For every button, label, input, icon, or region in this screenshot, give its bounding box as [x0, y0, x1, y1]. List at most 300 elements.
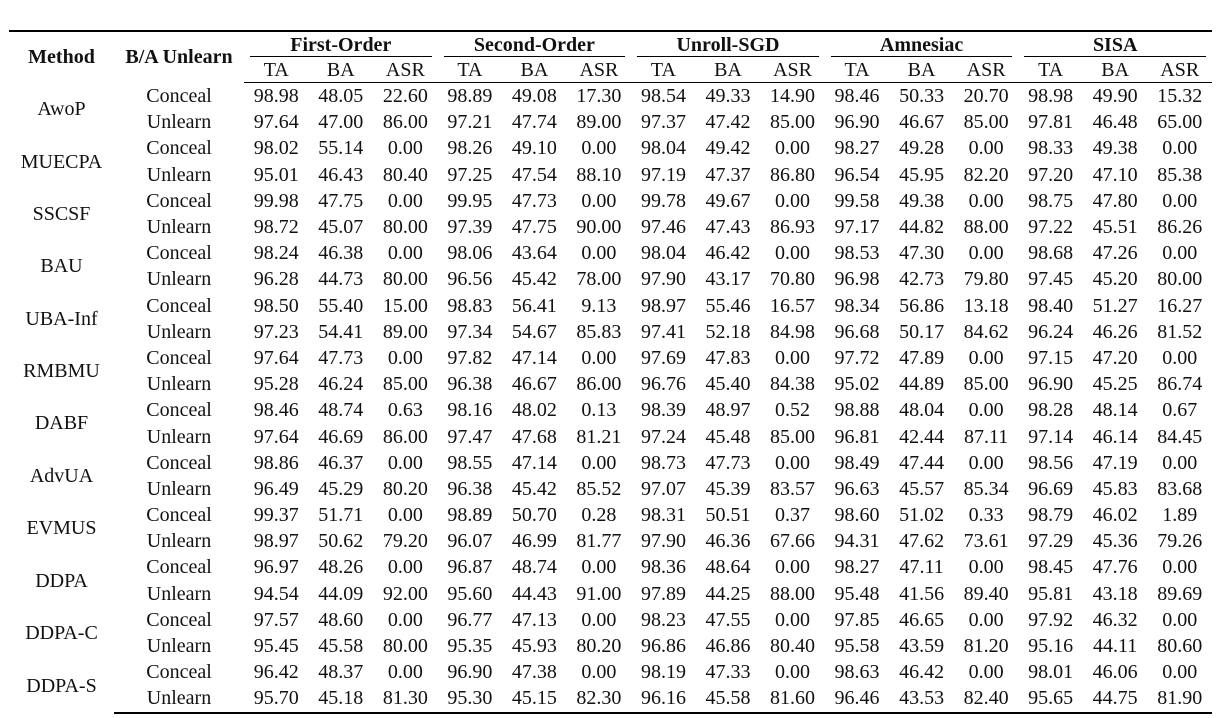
value-cell: 43.53: [889, 685, 954, 712]
value-cell: 48.02: [511, 399, 557, 422]
ba-unlearn-cell: Unlearn: [114, 685, 244, 712]
value-cell: 65.00: [1157, 111, 1203, 134]
metric-header-ta: TA: [825, 57, 890, 83]
value-cell: 98.79: [1028, 504, 1074, 527]
value-cell: 85.00: [382, 373, 428, 396]
ba-unlearn-cell: Unlearn: [146, 111, 212, 134]
value-cell: 46.14: [1092, 425, 1138, 448]
value-cell: 47.74: [511, 111, 557, 134]
value-cell: 44.73: [318, 268, 364, 291]
value-cell: 55.40: [318, 294, 364, 317]
value-cell: 79.26: [1157, 530, 1203, 553]
value-cell: 47.62: [899, 530, 945, 553]
value-cell: 95.65: [1018, 685, 1083, 712]
value-cell: 97.82: [447, 346, 493, 369]
value-cell: 99.95: [447, 189, 493, 212]
value-cell: 48.74: [318, 399, 364, 422]
value-cell: 47.37: [705, 163, 751, 186]
value-cell: 80.40: [382, 163, 428, 186]
ba-unlearn-cell: Conceal: [146, 346, 212, 369]
value-cell: 97.72: [834, 346, 880, 369]
value-cell: 96.38: [447, 373, 493, 396]
ba-unlearn-cell: Unlearn: [146, 163, 212, 186]
ba-unlearn-cell: Conceal: [146, 556, 212, 579]
value-cell: 80.60: [1157, 635, 1203, 658]
value-cell: 0.00: [968, 556, 1004, 579]
ba-unlearn-cell: Conceal: [146, 661, 212, 684]
value-cell: 48.97: [705, 399, 751, 422]
value-cell: 95.48: [834, 582, 880, 605]
value-cell: 86.00: [382, 425, 428, 448]
value-cell: 89.00: [576, 111, 622, 134]
value-cell: 0.00: [775, 137, 811, 160]
value-cell: 47.20: [1092, 346, 1138, 369]
value-cell: 96.76: [640, 373, 686, 396]
metric-header-ta: TA: [244, 57, 309, 83]
value-cell: 44.82: [899, 216, 945, 239]
ba-unlearn-cell: Unlearn: [146, 635, 212, 658]
metric-header-ta: TA: [631, 57, 696, 83]
value-cell: 49.38: [899, 189, 945, 212]
value-cell: 95.30: [438, 685, 503, 712]
value-cell: 83.68: [1157, 477, 1203, 500]
value-cell: 99.78: [640, 189, 686, 212]
value-cell: 0.00: [775, 346, 811, 369]
table-body: [9, 83, 1212, 713]
results-table: [9, 30, 1212, 714]
value-cell: 95.16: [1028, 635, 1074, 658]
value-cell: 0.00: [968, 242, 1004, 265]
value-cell: 14.90: [770, 85, 816, 108]
value-cell: 80.20: [576, 635, 622, 658]
value-cell: 0.00: [775, 608, 811, 631]
value-cell: 0.00: [387, 137, 423, 160]
value-cell: 47.73: [705, 451, 751, 474]
value-cell: 90.00: [576, 216, 622, 239]
value-cell: 98.39: [640, 399, 686, 422]
value-cell: 96.81: [834, 425, 880, 448]
value-cell: 1.89: [1162, 504, 1198, 527]
value-cell: 44.89: [899, 373, 945, 396]
value-cell: 78.00: [576, 268, 622, 291]
value-cell: 80.00: [382, 268, 428, 291]
value-cell: 45.58: [696, 685, 761, 712]
value-cell: 45.93: [511, 635, 557, 658]
value-cell: 46.06: [1092, 661, 1138, 684]
value-cell: 82.20: [963, 163, 1009, 186]
value-cell: 97.22: [1028, 216, 1074, 239]
value-cell: 89.69: [1157, 582, 1203, 605]
value-cell: 81.90: [1147, 685, 1212, 712]
metric-header-asr: ASR: [1147, 57, 1212, 83]
value-cell: 98.98: [1028, 85, 1074, 108]
value-cell: 92.00: [382, 582, 428, 605]
value-cell: 47.10: [1092, 163, 1138, 186]
value-cell: 96.90: [447, 661, 493, 684]
value-cell: 96.86: [640, 635, 686, 658]
value-cell: 46.24: [318, 373, 364, 396]
table-row: [9, 240, 1212, 266]
value-cell: 96.54: [834, 163, 880, 186]
table-row: [9, 188, 1212, 214]
value-cell: 98.27: [834, 556, 880, 579]
value-cell: 0.00: [387, 346, 423, 369]
value-cell: 55.46: [705, 294, 751, 317]
value-cell: 47.68: [511, 425, 557, 448]
value-cell: 80.40: [770, 635, 816, 658]
value-cell: 98.97: [640, 294, 686, 317]
value-cell: 47.73: [318, 346, 364, 369]
value-cell: 98.54: [640, 85, 686, 108]
value-cell: 0.00: [1162, 608, 1198, 631]
value-cell: 98.36: [640, 556, 686, 579]
value-cell: 97.15: [1028, 346, 1074, 369]
value-cell: 98.04: [640, 242, 686, 265]
ba-unlearn-cell: Conceal: [146, 242, 212, 265]
group-header-first-order: [244, 31, 438, 57]
value-cell: 47.76: [1092, 556, 1138, 579]
table-row: [9, 554, 1212, 580]
value-cell: 45.07: [318, 216, 364, 239]
value-cell: 97.20: [1028, 163, 1074, 186]
value-cell: 73.61: [963, 530, 1009, 553]
value-cell: 46.69: [318, 425, 364, 448]
value-cell: 98.26: [447, 137, 493, 160]
value-cell: 47.75: [511, 216, 557, 239]
value-cell: 47.33: [705, 661, 751, 684]
value-cell: 97.34: [447, 320, 493, 343]
group-label: Amnesiac: [879, 33, 964, 56]
value-cell: 0.00: [581, 137, 617, 160]
value-cell: 0.00: [387, 242, 423, 265]
value-cell: 0.00: [1162, 346, 1198, 369]
value-cell: 97.64: [253, 346, 299, 369]
value-cell: 0.00: [581, 556, 617, 579]
value-cell: 97.90: [640, 268, 686, 291]
value-cell: 0.00: [1162, 137, 1198, 160]
value-cell: 96.63: [834, 477, 880, 500]
value-cell: 95.45: [253, 635, 299, 658]
table-row: [9, 528, 1212, 554]
value-cell: 96.56: [447, 268, 493, 291]
value-cell: 0.00: [1162, 189, 1198, 212]
value-cell: 45.20: [1092, 268, 1138, 291]
value-cell: 85.00: [963, 111, 1009, 134]
ba-unlearn-cell: Unlearn: [146, 425, 212, 448]
value-cell: 98.63: [834, 661, 880, 684]
value-cell: 98.06: [447, 242, 493, 265]
value-cell: 95.58: [834, 635, 880, 658]
table-row: [9, 345, 1212, 371]
table-row: [9, 266, 1212, 292]
metric-header-asr: ASR: [760, 57, 825, 83]
value-cell: 81.52: [1157, 320, 1203, 343]
table-row: [9, 319, 1212, 345]
method-cell: MUECPA: [20, 150, 103, 173]
table-row: [9, 607, 1212, 633]
value-cell: 97.64: [253, 425, 299, 448]
value-cell: 48.37: [318, 661, 364, 684]
ba-unlearn-cell: Conceal: [146, 84, 212, 107]
value-cell: 46.99: [511, 530, 557, 553]
value-cell: 95.01: [253, 163, 299, 186]
value-cell: 43.64: [511, 242, 557, 265]
metric-header-ba: BA: [696, 57, 761, 83]
value-cell: 86.93: [770, 216, 816, 239]
table-header: [9, 31, 1212, 83]
value-cell: 98.02: [253, 137, 299, 160]
value-cell: 96.77: [447, 608, 493, 631]
value-cell: 97.85: [834, 608, 880, 631]
value-cell: 96.16: [631, 685, 696, 712]
value-cell: 85.00: [770, 111, 816, 134]
table-row: [9, 502, 1212, 528]
value-cell: 48.26: [318, 556, 364, 579]
value-cell: 81.30: [373, 685, 438, 712]
value-cell: 45.48: [705, 425, 751, 448]
value-cell: 94.54: [253, 582, 299, 605]
value-cell: 97.23: [253, 320, 299, 343]
value-cell: 94.31: [834, 530, 880, 553]
value-cell: 45.25: [1092, 373, 1138, 396]
value-cell: 99.37: [253, 504, 299, 527]
value-cell: 98.86: [253, 451, 299, 474]
value-cell: 98.88: [834, 399, 880, 422]
value-cell: 70.80: [770, 268, 816, 291]
value-cell: 49.90: [1092, 85, 1138, 108]
value-cell: 0.00: [581, 451, 617, 474]
value-cell: 44.11: [1093, 635, 1138, 658]
value-cell: 95.35: [447, 635, 493, 658]
ba-unlearn-cell: Unlearn: [146, 216, 212, 239]
value-cell: 9.13: [581, 294, 617, 317]
ba-unlearn-cell: Conceal: [146, 451, 212, 474]
value-cell: 85.83: [576, 320, 622, 343]
value-cell: 81.20: [963, 635, 1009, 658]
value-cell: 95.28: [253, 373, 299, 396]
value-cell: 97.57: [253, 608, 299, 631]
value-cell: 97.47: [447, 425, 493, 448]
value-cell: 47.13: [511, 608, 557, 631]
metric-header-ta: TA: [438, 57, 503, 83]
value-cell: 79.80: [963, 268, 1009, 291]
value-cell: 47.43: [705, 216, 751, 239]
value-cell: 98.40: [1028, 294, 1074, 317]
value-cell: 98.50: [253, 294, 299, 317]
value-cell: 98.97: [253, 530, 299, 553]
value-cell: 98.16: [447, 399, 493, 422]
value-cell: 85.52: [576, 477, 622, 500]
table-row: [9, 83, 1212, 110]
value-cell: 79.20: [382, 530, 428, 553]
group-label: Unroll-SGD: [676, 33, 780, 56]
value-cell: 46.48: [1092, 111, 1138, 134]
value-cell: 47.44: [899, 451, 945, 474]
value-cell: 45.39: [705, 477, 751, 500]
method-cell: SSCSF: [32, 202, 91, 225]
value-cell: 86.26: [1157, 216, 1203, 239]
value-cell: 52.18: [705, 320, 751, 343]
table-row: [9, 214, 1212, 240]
value-cell: 96.98: [834, 268, 880, 291]
metric-header-asr: ASR: [954, 57, 1019, 83]
value-cell: 98.60: [834, 504, 880, 527]
value-cell: 98.19: [640, 661, 686, 684]
value-cell: 47.55: [705, 608, 751, 631]
value-cell: 84.45: [1157, 425, 1203, 448]
value-cell: 45.51: [1092, 216, 1138, 239]
value-cell: 0.37: [775, 504, 811, 527]
value-cell: 80.20: [382, 477, 428, 500]
value-cell: 97.07: [640, 477, 686, 500]
value-cell: 87.11: [963, 425, 1009, 448]
value-cell: 98.56: [1028, 451, 1074, 474]
value-cell: 97.29: [1028, 530, 1074, 553]
value-cell: 47.89: [899, 346, 945, 369]
value-cell: 97.39: [447, 216, 493, 239]
value-cell: 45.15: [502, 685, 567, 712]
value-cell: 80.00: [382, 635, 428, 658]
value-cell: 45.29: [318, 477, 364, 500]
value-cell: 0.67: [1162, 399, 1198, 422]
value-cell: 98.23: [640, 608, 686, 631]
value-cell: 48.05: [318, 85, 364, 108]
table-row: [9, 109, 1212, 135]
value-cell: 48.14: [1092, 399, 1138, 422]
value-cell: 88.10: [576, 163, 622, 186]
value-cell: 98.31: [640, 504, 686, 527]
value-cell: 0.00: [387, 189, 423, 212]
value-cell: 46.26: [1092, 320, 1138, 343]
value-cell: 15.00: [382, 294, 428, 317]
value-cell: 47.54: [511, 163, 557, 186]
value-cell: 50.62: [318, 530, 364, 553]
value-cell: 0.00: [581, 242, 617, 265]
value-cell: 46.86: [705, 635, 751, 658]
value-cell: 98.45: [1028, 556, 1074, 579]
value-cell: 47.14: [511, 451, 557, 474]
table-row: [9, 371, 1212, 397]
value-cell: 47.80: [1092, 189, 1138, 212]
value-cell: 55.14: [318, 137, 364, 160]
value-cell: 0.00: [581, 346, 617, 369]
value-cell: 67.66: [770, 530, 816, 553]
value-cell: 97.41: [640, 320, 686, 343]
value-cell: 99.98: [253, 189, 299, 212]
value-cell: 96.46: [825, 685, 890, 712]
value-cell: 97.92: [1028, 608, 1074, 631]
value-cell: 51.71: [318, 504, 364, 527]
value-cell: 45.57: [899, 477, 945, 500]
value-cell: 98.24: [253, 242, 299, 265]
value-cell: 97.21: [447, 111, 493, 134]
value-cell: 0.00: [387, 556, 423, 579]
value-cell: 95.81: [1028, 582, 1074, 605]
group-header-second-order: [438, 31, 632, 57]
value-cell: 42.44: [899, 425, 945, 448]
value-cell: 46.38: [318, 242, 364, 265]
value-cell: 47.11: [899, 556, 944, 579]
value-cell: 89.00: [382, 320, 428, 343]
value-cell: 98.73: [640, 451, 686, 474]
value-cell: 43.59: [899, 635, 945, 658]
value-cell: 96.38: [447, 477, 493, 500]
value-cell: 0.00: [581, 661, 617, 684]
value-cell: 0.00: [581, 608, 617, 631]
value-cell: 81.77: [576, 530, 622, 553]
value-cell: 51.27: [1092, 294, 1138, 317]
value-cell: 20.70: [963, 85, 1009, 108]
ba-unlearn-cell: Unlearn: [146, 582, 212, 605]
value-cell: 96.90: [834, 111, 880, 134]
value-cell: 98.04: [640, 137, 686, 160]
value-cell: 82.40: [954, 685, 1019, 712]
ba-unlearn-cell: Conceal: [146, 294, 212, 317]
value-cell: 80.00: [382, 216, 428, 239]
value-cell: 82.30: [567, 685, 632, 712]
group-header-amnesiac: [825, 31, 1019, 57]
ba-unlearn-cell: Unlearn: [146, 477, 212, 500]
value-cell: 97.90: [640, 530, 686, 553]
value-cell: 45.40: [705, 373, 751, 396]
value-cell: 47.38: [511, 661, 557, 684]
value-cell: 88.00: [770, 582, 816, 605]
metric-header-ba: BA: [889, 57, 954, 83]
value-cell: 97.46: [640, 216, 686, 239]
value-cell: 0.00: [1162, 556, 1198, 579]
value-cell: 0.00: [775, 451, 811, 474]
value-cell: 47.19: [1092, 451, 1138, 474]
metric-header-ba: BA: [1083, 57, 1148, 83]
value-cell: 98.89: [447, 504, 493, 527]
value-cell: 46.32: [1092, 608, 1138, 631]
value-cell: 96.69: [1028, 477, 1074, 500]
value-cell: 96.90: [1028, 373, 1074, 396]
value-cell: 97.24: [640, 425, 686, 448]
value-cell: 0.00: [387, 504, 423, 527]
method-cell: UBA-Inf: [25, 307, 98, 330]
value-cell: 0.00: [581, 189, 617, 212]
value-cell: 45.58: [318, 635, 364, 658]
group-label: SISA: [1092, 33, 1138, 56]
value-cell: 44.43: [511, 582, 557, 605]
value-cell: 0.00: [968, 451, 1004, 474]
value-cell: 96.28: [253, 268, 299, 291]
value-cell: 47.83: [705, 346, 751, 369]
table-row: [9, 162, 1212, 188]
value-cell: 50.17: [899, 320, 945, 343]
value-cell: 98.27: [834, 137, 880, 160]
value-cell: 96.49: [253, 477, 299, 500]
value-cell: 44.09: [318, 582, 364, 605]
value-cell: 0.00: [387, 451, 423, 474]
value-cell: 98.46: [834, 85, 880, 108]
value-cell: 46.42: [899, 661, 945, 684]
value-cell: 0.63: [387, 399, 423, 422]
value-cell: 46.37: [318, 451, 364, 474]
ba-unlearn-cell: Conceal: [146, 608, 212, 631]
value-cell: 0.00: [775, 556, 811, 579]
value-cell: 98.49: [834, 451, 880, 474]
value-cell: 97.25: [447, 163, 493, 186]
value-cell: 50.51: [705, 504, 751, 527]
value-cell: 54.67: [511, 320, 557, 343]
table-row: [9, 685, 1212, 712]
value-cell: 98.28: [1028, 399, 1074, 422]
method-cell: RMBMU: [23, 360, 100, 383]
value-cell: 48.64: [705, 556, 751, 579]
value-cell: 0.00: [775, 661, 811, 684]
